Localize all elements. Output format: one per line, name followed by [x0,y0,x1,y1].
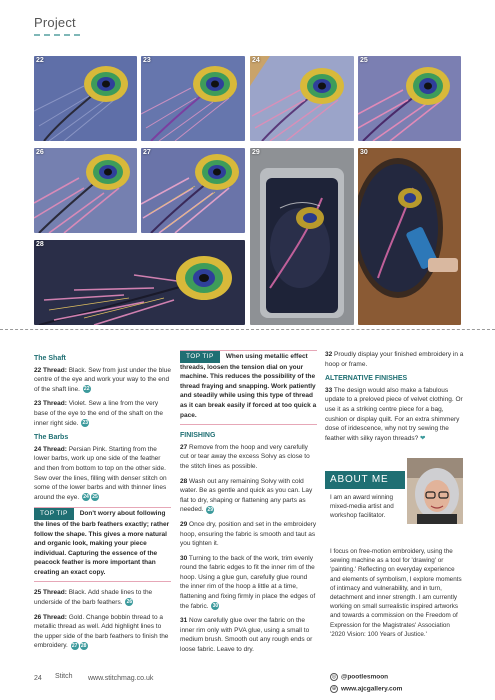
photo-ref-badge: 25 [92,494,98,500]
title-underline [34,34,80,36]
photo-ref-badge: 30 [212,602,219,609]
step-photo-24 [250,56,354,141]
photo-number: 28 [36,241,44,248]
top-tip-box [34,507,171,582]
top-tip-box [180,350,317,425]
step-number: 24 [34,445,42,453]
top-tip-text: Don't worry about following the lines of the barb feathers exactly; rather follow the shape. This gives a more natural and organic look, making your piece individual. Capturing the essence of the peacock feather is more important than creating an exact copy. [34,510,170,576]
step-photo-30 [358,148,461,325]
about-intro: I am an award winning mixed-media artist and workshop facilitator. [330,494,394,519]
heart-icon: ❤ [420,434,426,442]
step-text: Once dry, position and set in the embroidery hoop, ensuring the fabric is smooth and taut as you tighten it. [180,520,317,548]
step-25 [34,588,171,607]
top-tip-label: TOP TIP [180,351,220,363]
step-30 [180,554,317,612]
instagram-icon: ◎ [331,674,337,680]
photo-ref-badge: 26 [126,599,133,606]
photo-number: 27 [143,149,151,156]
step-32 [325,350,465,369]
photo-number: 24 [252,57,260,64]
top-tip-text: When using metallic effect threads, loosen the tension dial on your machine. This reduces the possibility of the thread fraying and snapping. Work patiently and steadily while using this type of thread as it can break easily if forced at too quick a pace. [180,353,317,419]
step-number: 26 [34,613,42,621]
step-lead: Thread: [43,589,67,597]
shaft-heading: The Shaft [34,355,66,362]
about-me-heading: ABOUT ME [325,471,405,489]
section-divider [0,329,495,330]
step-33 [325,386,465,444]
step-lead: Thread: [43,400,67,408]
step-text: The design would also make a fabulous update to a preloved piece of velvet clothing. Or use it as a striking centre piece for a bag, cushion or display quilt. For an extra shimmery dose of iridescence, why not try sewing the feather with silky rayon threads? [325,386,463,442]
photo-number: 30 [360,149,368,156]
step-text: Now carefully glue over the fabric on the inner rim only with PVA glue, using a small to medium brush. Smooth out any rough ends or loose fabric. Leave to dry. [180,617,313,654]
photo-number: 22 [36,57,44,64]
step-text: Wash out any remaining Solvy with cold water. Be as gentle and quick as you can. Lay flat to dry, shaping or flattening any parts as needed. [180,477,313,514]
step-number: 25 [34,589,42,597]
finishing-heading: FINISHING [180,432,216,440]
step-text: Remove from the hoop and very carefully cut or tear away the excess Solvy as close to the stitch lines as possible. [180,443,310,470]
photo-number: 25 [360,57,368,64]
step-number: 22 [34,366,42,374]
about-body: I focus on free-motion embroidery, using the sewing machine as a tool for 'drawing' or 'painting.' Reflecting on everyday experience and elements of symbolism, I explore moments of intimacy and vulnerability, and in turn, detachment and inner strength. I am currently working on small surrealistic inspired artworks and towards a commission on the Freedom of Expression for the Magistrates' Association '2020 Vision: 100 Years of Justice.' [330,548,462,638]
step-24 [34,445,171,503]
footer-url[interactable]: www.stitchmag.co.uk [88,675,154,682]
step-photo-29 [250,148,354,325]
step-photo-23 [141,56,245,141]
magazine-logo: Stitch [55,673,73,680]
step-text: Turning to the back of the work, trim evenly round the fabric edges to fit the inner rim of the hoop. Using a glue gun, carefully glue round the inner rim of the hoop a little at a time, flattening and fixing firmly in place the edges of the fabric. [180,554,316,610]
column-1 [34,352,171,656]
step-28 [180,477,317,515]
step-number: 28 [180,477,188,485]
step-text: Black. Add shade lines to the underside of the barb feathers. [34,589,153,607]
column-3 [325,350,465,448]
step-29 [180,520,317,549]
step-photo-22 [34,56,137,141]
step-number: 32 [325,351,333,358]
step-lead: Thread: [43,445,67,453]
author-photo [407,458,463,524]
step-text: Gold. Change bobbin thread to a metallic thread as well. Add highlight lines to the upper side of the barb feathers to finish the embroidery. [34,613,169,650]
step-photo-25 [358,56,461,141]
alternative-finishes-heading: ALTERNATIVE FINISHES [325,375,408,383]
instagram-handle: @pootlesmoon [341,673,389,681]
step-text: Black. Sew from just under the blue centre of the eye and work your way to the end of the shaft line. [34,366,171,393]
step-lead: Thread: [43,366,67,374]
step-text: Persian Pink. Starting from the lower barbs, work up one side of the feather and then from bottom to top on the other side. Sew over the lines, filling with denser stitch on some of the lower barbs and with thinner lines around the eye. [34,445,167,501]
step-22 [34,366,171,395]
step-number: 30 [180,554,188,562]
photo-ref-badge: 29 [207,506,214,513]
step-photo-28 [34,240,245,325]
website-url: www.ajcgallery.com [341,685,403,693]
step-text: Proudly display your finished embroidery in a hoop or frame. [325,351,464,368]
step-photo-27 [141,148,245,233]
globe-icon: ⊕ [331,686,337,692]
step-number: 31 [180,617,188,625]
photo-ref-badge: 23 [82,419,89,426]
column-2 [180,350,317,660]
section-title: Project [34,15,76,30]
photo-number: 23 [143,57,151,64]
step-23 [34,399,171,428]
photo-ref-badge: 22 [83,386,90,393]
website-link[interactable] [330,685,402,693]
step-27 [180,443,317,472]
photo-ref-badge: 27 [71,642,78,649]
step-number: 23 [34,400,42,408]
photo-ref-badge: 24 [83,494,89,500]
step-26 [34,613,171,651]
photo-ref-badge: 28 [80,642,87,649]
page-number: 24 [34,675,42,682]
step-lead: Thread: [43,613,67,621]
step-text: Violet. Sew a line from the very base of the eye to the end of the shaft on the inner right side. [34,400,164,427]
instagram-link[interactable] [330,673,388,681]
top-tip-label: TOP TIP [34,508,74,520]
step-number: 27 [180,443,188,451]
step-number: 29 [180,520,188,528]
photo-number: 26 [36,149,44,156]
step-31 [180,616,317,654]
photo-number: 29 [252,149,260,156]
step-photo-26 [34,148,137,233]
barbs-heading: The Barbs [34,434,69,442]
about-me-box [325,471,465,700]
step-number: 33 [325,386,333,394]
